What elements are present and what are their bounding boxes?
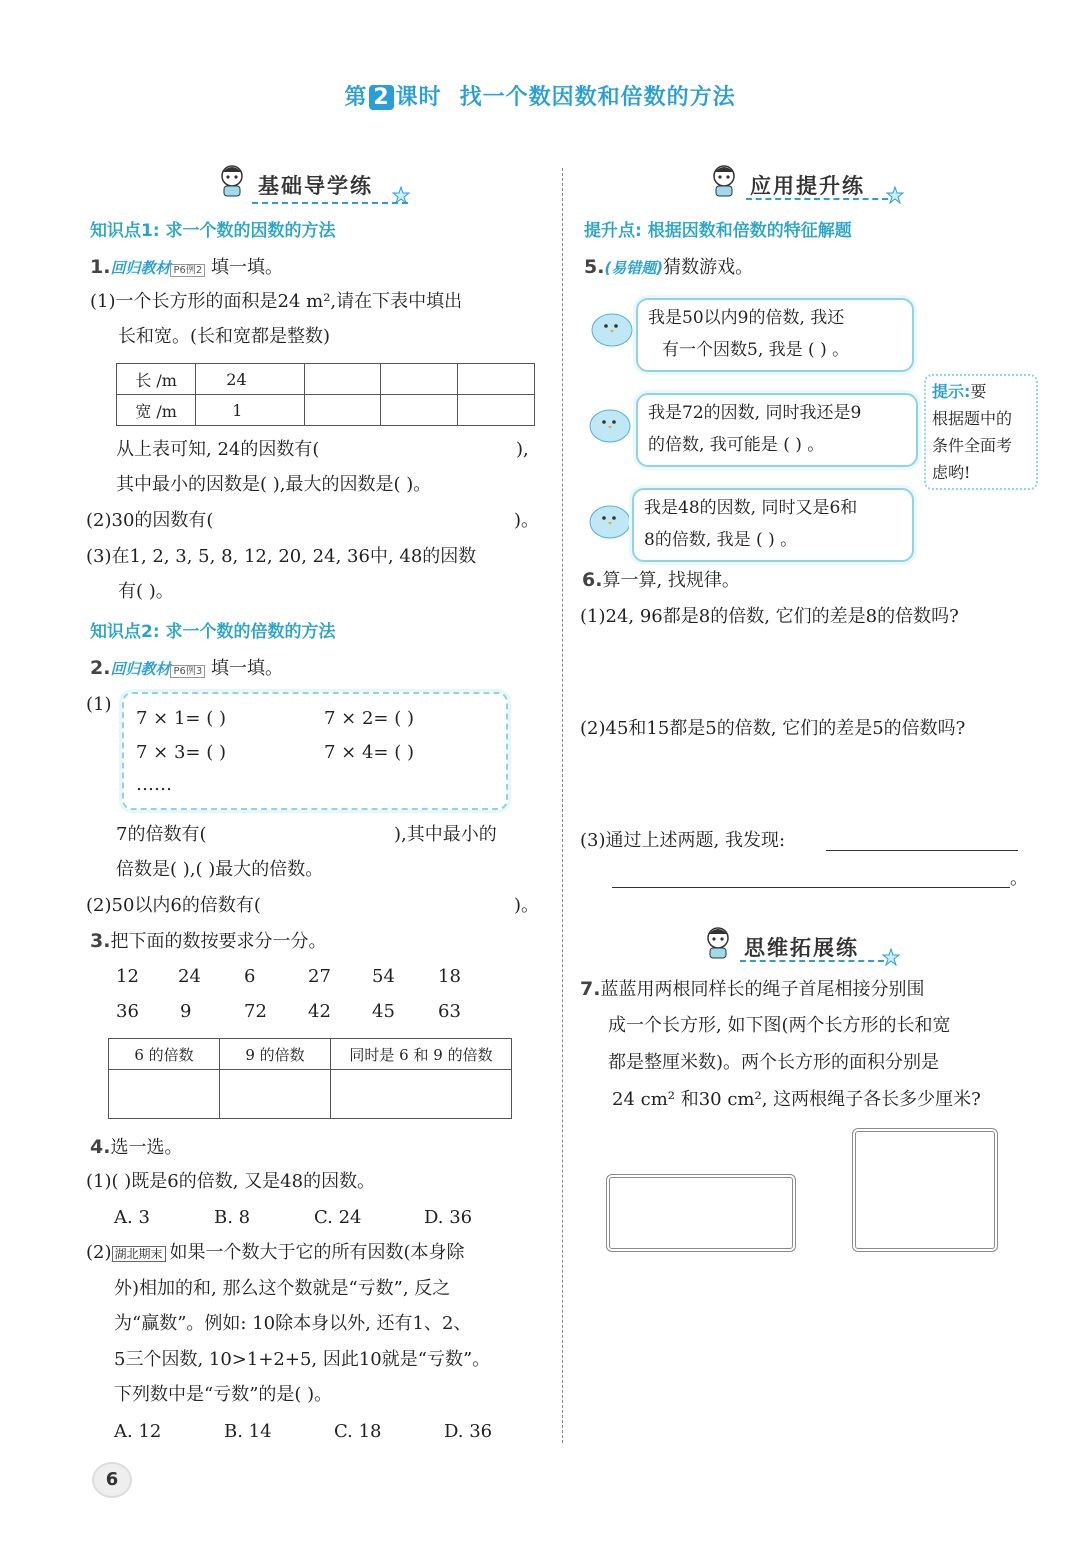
hint-title: 提示: [932,382,971,401]
multiples-of-7-box [122,692,508,810]
option-d[interactable]: D. 36 [444,1421,493,1442]
table-header-width: 宽 /m [117,395,196,426]
section-title: 应用提升练 [750,174,865,198]
mascot-icon [710,164,738,198]
table-cell[interactable] [381,395,458,426]
section-header-extension [704,926,900,966]
option-c[interactable]: C. 24 [314,1207,362,1228]
section-header-basic [218,164,408,204]
option-b[interactable]: B. 14 [224,1421,272,1442]
ellipsis: …… [136,774,172,795]
answer-cell[interactable] [220,1070,331,1119]
q6-part3: (3)通过上述两题, 我发现: [580,830,786,851]
classification-table [108,1038,512,1119]
q4-part1: (1)( )既是6的倍数, 又是48的因数。 [86,1171,376,1192]
table-cell[interactable] [458,395,535,426]
question-7-line3: 都是整厘米数)。两个长方形的面积分别是 [608,1052,940,1073]
answer-cell[interactable] [109,1070,220,1119]
q1-part2: (2)30的因数有( [86,510,214,531]
q1-min-max-factor: 其中最小的因数是( ),最大的因数是( )。 [116,474,432,495]
question-5-header: 5.(易错题)猜数游戏。 [584,256,754,278]
question-1-header: 1.回归教材 P6例2 填一填。 [90,256,283,278]
option-b[interactable]: B. 8 [214,1207,251,1228]
table-cell[interactable] [381,364,458,395]
star-icon [392,186,410,204]
question-7-line1: 7.蓝蓝用两根同样长的绳子首尾相接分别围 [580,978,925,1000]
q6-part2: (2)45和15都是5的倍数, 它们的差是5的倍数吗? [580,718,966,739]
q4-part2-line4: 5三个因数, 10>1+2+5, 因此10就是“亏数”。 [114,1349,491,1370]
q1-part3-line2: 有( )。 [118,581,174,602]
q1-part1-line2: 长和宽。(长和宽都是整数) [118,326,331,347]
question-7-line4: 24 cm² 和30 cm², 这两根绳子各长多少厘米? [612,1089,981,1110]
source-badge: 湖北期末 [112,1246,166,1262]
section-header-applied [710,164,904,204]
q4-part2-line5: 下列数中是“亏数”的是( )。 [114,1384,333,1405]
question-3-header: 3.把下面的数按要求分一分。 [90,930,327,952]
q4-part2-line3: 为“赢数”。例如: 10除本身以外, 还有1、2、 [114,1313,472,1334]
table-header-length: 长 /m [117,364,196,395]
option-a[interactable]: A. 3 [114,1207,150,1228]
speech-bubble-3: 我是48的因数, 同时又是6和 8的倍数, 我是 ( ) 。 [632,488,914,562]
lesson-title: 第 2 课时 找一个数因数和倍数的方法 [344,85,736,110]
star-icon [882,948,900,966]
equation: 7 × 1= ( ) [136,708,226,729]
improvement-point: 提升点: 根据因数和倍数的特征解题 [584,221,852,241]
equation: 7 × 4= ( ) [324,742,414,763]
column-divider [562,168,563,1443]
chick-icon [586,402,634,444]
rope-rectangle-1 [606,1174,796,1252]
section-title: 基础导学练 [258,174,373,198]
speech-bubble-1: 我是50以内9的倍数, 我还 有一个因数5, 我是 ( ) 。 [636,298,914,372]
table-cell[interactable] [458,364,535,395]
question-6-header: 6.算一算, 找规律。 [582,569,740,591]
table-cell: 1 [196,395,304,426]
question-7-line2: 成一个长方形, 如下图(两个长方形的长和宽 [608,1015,951,1036]
q2-multiples-line: 7的倍数有( [116,824,207,845]
option-d[interactable]: D. 36 [424,1207,473,1228]
answer-line[interactable] [826,850,1018,851]
rope-rectangle-2 [852,1128,998,1252]
chick-icon [586,498,634,540]
q2-part2: (2)50以内6的倍数有( [86,895,261,916]
page-number: 6 [92,1462,132,1498]
answer-line[interactable] [612,887,1010,888]
option-a[interactable]: A. 12 [114,1421,162,1442]
textbook-tag: 回归教材 [110,660,171,678]
answer-cell[interactable] [331,1070,512,1119]
chick-icon [588,306,636,348]
q1-factors-24: 从上表可知, 24的因数有( [116,439,320,460]
speech-bubble-2: 我是72的因数, 同时我还是9 的倍数, 我可能是 ( ) 。 [636,393,918,467]
option-c[interactable]: C. 18 [334,1421,382,1442]
q4-part2-line1: (2) 湖北期末 如果一个数大于它的所有因数(本身除 [86,1242,465,1263]
equation: 7 × 3= ( ) [136,742,226,763]
question-2-header: 2.回归教材 P6例3 填一填。 [90,657,283,679]
table-cell[interactable] [304,395,381,426]
knowledge-point-1: 知识点1: 求一个数的因数的方法 [90,221,336,241]
error-prone-tag: (易错题) [604,259,664,277]
q6-part1: (1)24, 96都是8的倍数, 它们的差是8的倍数吗? [580,606,959,627]
table-header: 6 的倍数 [109,1039,220,1070]
q1-part1-line1: (1)一个长方形的面积是24 m²,请在下表中填出 [90,291,463,312]
length-width-table [116,363,535,426]
star-icon [886,186,904,204]
mascot-icon [704,926,732,960]
q1-part3-line1: (3)在1, 2, 3, 5, 8, 12, 20, 24, 36中, 48的因数 [86,546,477,567]
table-header: 同时是 6 和 9 的倍数 [331,1039,512,1070]
textbook-tag: 回归教材 [110,259,171,277]
q2-min-multiple-line: 倍数是( ),( )最大的倍数。 [116,859,324,880]
knowledge-point-2: 知识点2: 求一个数的倍数的方法 [90,622,336,642]
section-title: 思维拓展练 [744,936,859,960]
mascot-icon [218,164,246,198]
q4-part2-line2: 外)相加的和, 那么这个数就是“亏数”, 反之 [114,1278,451,1299]
lesson-topic: 找一个数因数和倍数的方法 [459,85,736,110]
table-cell: 24 [196,364,304,395]
table-cell[interactable] [304,364,381,395]
equation: 7 × 2= ( ) [324,708,414,729]
lesson-number: 2 [369,85,393,110]
table-header: 9 的倍数 [220,1039,331,1070]
question-4-header: 4.选一选。 [90,1136,183,1158]
hint-box: 提示:要 根据题中的 条件全面考 虑哟! [924,374,1038,490]
